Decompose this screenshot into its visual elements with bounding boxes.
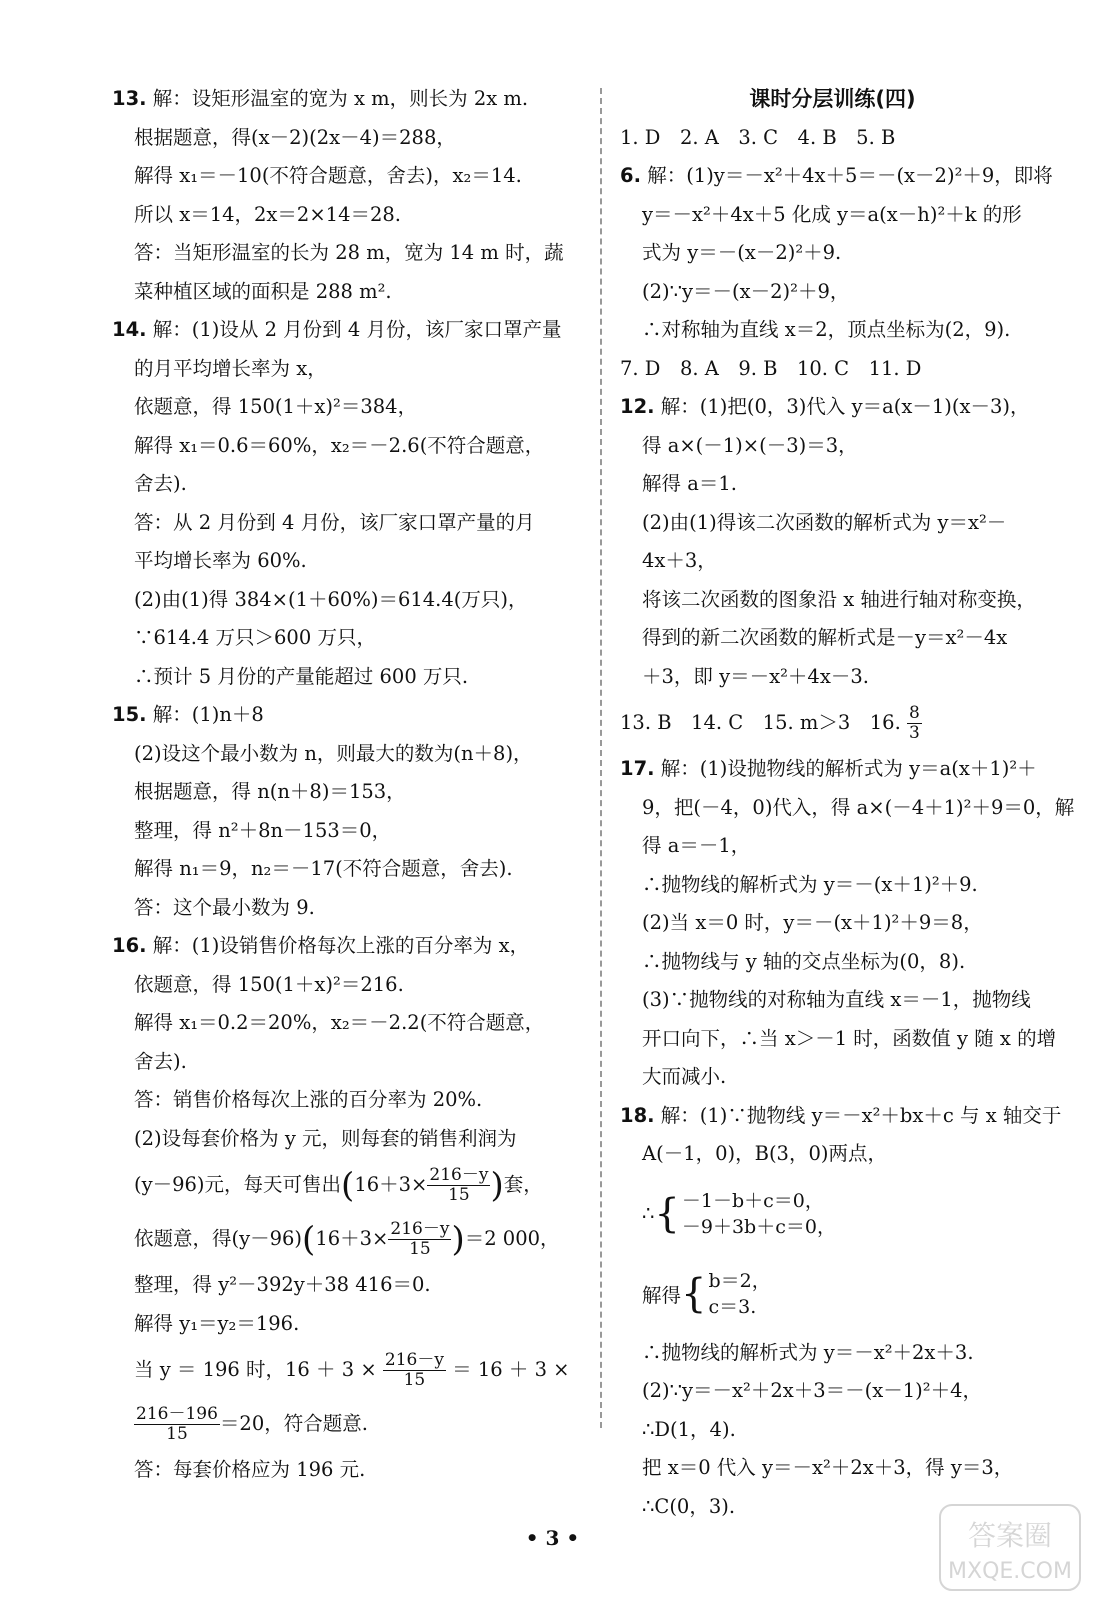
line-text: 菜种植区域的面积是 288 m².: [134, 279, 392, 303]
line-text: ∴抛物线的解析式为 y＝－(x＋1)²＋9.: [642, 872, 978, 896]
right-b-line-5: [620, 943, 1045, 982]
line-text: 解：(1)设从 2 月份到 4 月份，该厂家口罩产量: [152, 318, 562, 341]
equation-system-2: 解得 { b＝2， c＝3.: [642, 1269, 771, 1318]
left-line-6: [112, 311, 590, 350]
left-line-8: [112, 388, 590, 427]
question-number: 13.: [112, 87, 147, 110]
line-text: 答：从 2 月份到 4 月份，该厂家口罩产量的月: [134, 510, 535, 534]
question-number: 12.: [620, 395, 655, 418]
right-b-line-7: [620, 1020, 1057, 1059]
question-number: 17.: [620, 757, 655, 780]
fraction: $\frac{8}{3}$: [909, 703, 920, 743]
right-a-line-1: [620, 157, 1053, 196]
line-text: (2)由(1)得该二次函数的解析式为 y＝x²－: [642, 510, 1007, 534]
left-line-28: (y－96)元，每天可售出(16＋3× $\frac{216-y}{15}$ )套，: [134, 1165, 543, 1206]
question-number: 16.: [112, 934, 147, 957]
page-number: • 3 •: [525, 1526, 580, 1550]
question-number: 6.: [620, 164, 641, 187]
line-text: 所以 x＝14，2x＝2×14＝28.: [134, 202, 401, 226]
left-line-2: [112, 157, 590, 196]
line-text: (2)∵y＝－x²＋2x＋3＝－(x－1)²＋4，: [642, 1379, 983, 1402]
right-b-line-3: [620, 866, 1045, 905]
line-text: 根据题意，得 n(n＋8)＝153，: [134, 780, 406, 803]
right-a-line-14: [620, 658, 1045, 697]
line-text: 依题意，得 150(1＋x)²＝384，: [134, 395, 418, 418]
line-text: ∴C(0，3).: [642, 1494, 736, 1518]
left-line-21: [112, 889, 590, 928]
right-a-line-12: [620, 581, 1045, 620]
left-line-22: [112, 927, 590, 966]
right-b-line-2: [620, 827, 1045, 866]
equation-system-1: ∴ { －1－b＋c＝0， －9＋3b＋c＝0，: [642, 1189, 836, 1238]
line-text: 舍去).: [134, 472, 187, 495]
left-line-20: [112, 850, 590, 889]
line-text: 式为 y＝－(x－2)²＋9.: [642, 241, 842, 264]
left-line-33: $\frac{216-196}{15}$ ＝20，符合题意.: [136, 1404, 368, 1444]
right-a-line-13: [620, 619, 1045, 658]
right-a-line-9: [620, 465, 1045, 504]
line-text: 解得 x₁＝0.6＝60%，x₂＝－2.6(不符合题意，: [134, 433, 545, 457]
line-text: (3)∵抛物线的对称轴为直线 x＝－1，抛物线: [642, 988, 1031, 1011]
right-a-line-11: [620, 542, 1045, 581]
left-line-34: 答：每套价格应为 196 元.: [134, 1458, 366, 1481]
right-c-line-0: [620, 1334, 1045, 1373]
right-a-line-3: [620, 234, 1045, 273]
right-c-line-3: [620, 1449, 1045, 1488]
line-text: 1. D 2. A 3. C 4. B 5. B: [620, 125, 896, 149]
line-text: (2)∵y＝－(x－2)²＋9，: [642, 279, 850, 303]
line-text: 答：当矩形温室的长为 28 m，宽为 14 m 时，蔬: [134, 241, 564, 264]
right-a-line-5: [620, 311, 1045, 350]
right-a-line-8: [620, 427, 1045, 466]
line-text: (2)设这个最小数为 n，则最大的数为(n＋8)，: [134, 741, 533, 765]
svg-text:MXQE.COM: MXQE.COM: [948, 1559, 1072, 1584]
line-text: ∴抛物线与 y 轴的交点坐标为(0，8).: [642, 949, 966, 973]
right-a-line-6: [620, 350, 1045, 389]
right-b-line-1: [620, 789, 1075, 828]
right-column: [620, 80, 1075, 1526]
left-line-4: [112, 234, 590, 273]
left-line-7: [112, 350, 590, 389]
left-line-0: [112, 80, 590, 119]
left-line-29: 依题意，得(y－96)(16＋3× $\frac{216-y}{15}$ )＝2 000，: [134, 1219, 560, 1260]
line-text: 解：(1)设抛物线的解析式为 y＝a(x＋1)²＋: [660, 757, 1037, 780]
left-line-25: [112, 1043, 590, 1082]
left-line-27: [112, 1120, 590, 1159]
line-text: ∵614.4 万只＞600 万只，: [134, 626, 376, 649]
line-text: 舍去).: [134, 1049, 187, 1073]
line-text: 平均增长率为 60%.: [134, 549, 307, 572]
line-text: 依题意，得 150(1＋x)²＝216.: [134, 972, 404, 996]
left-line-3: [112, 196, 590, 235]
line-text: ∴抛物线的解析式为 y＝－x²＋2x＋3.: [642, 1340, 974, 1364]
right-b-line-8: [620, 1058, 1045, 1097]
line-text: 的月平均增长率为 x，: [134, 356, 327, 380]
line-text: 开口向下，∴当 x＞－1 时，函数值 y 随 x 的增: [642, 1026, 1057, 1050]
right-a-line-2: [620, 196, 1045, 235]
line-text: 得 a×(－1)×(－3)＝3，: [642, 433, 858, 457]
right-b-line-4: [620, 904, 1045, 943]
line-text: A(－1，0)，B(3，0)两点，: [642, 1142, 887, 1165]
line-text: 解：(1)y＝－x²＋4x＋5＝－(x－2)²＋9，即将: [647, 164, 1053, 187]
left-line-26: [112, 1081, 590, 1120]
right-c-line-1: [620, 1372, 1045, 1411]
left-line-11: [112, 504, 590, 543]
column-divider: [600, 88, 602, 1428]
question-number: 14.: [112, 318, 147, 341]
answer-line-13-16: 13. B 14. C 15. m＞3 16. $\frac{8}{3}$: [620, 703, 920, 743]
line-text: 解得 a＝1.: [642, 472, 737, 495]
left-line-30: 整理，得 y²－392y＋38 416＝0.: [134, 1273, 431, 1296]
line-text: (2)设每套价格为 y 元，则每套的销售利润为: [134, 1126, 517, 1150]
right-a-line-0: [620, 119, 1045, 158]
left-column: [112, 80, 590, 1490]
question-number: 18.: [620, 1103, 655, 1127]
left-line-12: [112, 542, 590, 581]
line-text: 答：这个最小数为 9.: [134, 895, 315, 919]
line-text: 解得 n₁＝9，n₂＝－17(不符合题意，舍去).: [134, 857, 513, 880]
line-text: 解：(1)把(0，3)代入 y＝a(x－1)(x－3)，: [660, 395, 1030, 418]
right-b-line-9: [620, 1097, 1062, 1136]
svg-text:答案圈: 答案圈: [967, 1519, 1053, 1552]
line-text: 答：销售价格每次上涨的百分率为 20%.: [134, 1088, 483, 1111]
line-text: 得 a＝－1，: [642, 834, 751, 857]
question-number: 15.: [112, 703, 147, 726]
right-a-line-7: [620, 388, 1045, 427]
left-line-14: [112, 619, 590, 658]
line-text: 解：(1)n＋8: [152, 703, 264, 726]
section-title: 课时分层训练(四): [749, 87, 916, 111]
right-c-line-2: [620, 1411, 1045, 1450]
right-a-line-4: [620, 273, 1045, 312]
line-text: 得到的新二次函数的解析式是－y＝x²－4x: [642, 626, 1008, 649]
line-text: 4x＋3，: [642, 549, 717, 572]
fraction: $\frac{216-y}{15}$: [429, 1165, 489, 1205]
line-text: (2)当 x＝0 时，y＝－(x＋1)²＋9＝8，: [642, 911, 983, 934]
left-line-32: 当 y ＝ 196 时，16 ＋ 3 × $\frac{216-y}{15}$ ＝ 16 ＋ 3 ×: [134, 1350, 570, 1390]
right-b-line-10: [620, 1135, 1045, 1174]
line-text: 整理，得 n²＋8n－153＝0，: [134, 818, 392, 842]
left-line-5: [112, 273, 590, 312]
line-text: 大而减小.: [642, 1065, 727, 1088]
left-line-16: [112, 696, 590, 735]
left-line-10: [112, 465, 590, 504]
line-text: (2)由(1)得 384×(1＋60%)＝614.4(万只)，: [134, 587, 528, 611]
line-text: 解：(1)∵抛物线 y＝－x²＋bx＋c 与 x 轴交于: [660, 1103, 1062, 1127]
line-text: 解：(1)设销售价格每次上涨的百分率为 x，: [152, 934, 530, 957]
right-a-line-10: [620, 504, 1045, 543]
left-line-24: [112, 1004, 590, 1043]
left-line-17: [112, 735, 590, 774]
line-text: 9，把(－4，0)代入，得 a×(－4＋1)²＋9＝0，解: [642, 795, 1075, 819]
line-text: ∴预计 5 月份的产量能超过 600 万只.: [134, 664, 469, 688]
line-text: ∴对称轴为直线 x＝2，顶点坐标为(2，9).: [642, 318, 1011, 341]
line-text: 解：设矩形温室的宽为 x m，则长为 2x m.: [152, 87, 529, 110]
fraction: $\frac{216-196}{15}$: [136, 1404, 218, 1444]
left-line-13: [112, 581, 590, 620]
line-text: 将该二次函数的图象沿 x 轴进行轴对称变换，: [642, 587, 1036, 611]
watermark-logo: [935, 1500, 1085, 1595]
line-text: 根据题意，得(x－2)(2x－4)＝288，: [134, 125, 456, 149]
right-b-line-0: [620, 750, 1045, 789]
line-text: ＋3，即 y＝－x²＋4x－3.: [642, 664, 869, 688]
line-text: ∴D(1，4).: [642, 1417, 736, 1441]
fraction: $\frac{216-y}{15}$: [390, 1219, 450, 1259]
left-line-18: [112, 773, 590, 812]
left-line-19: [112, 812, 590, 851]
line-text: 解得 x₁＝0.2＝20%，x₂＝－2.2(不符合题意，: [134, 1011, 545, 1034]
right-b-line-6: [620, 981, 1045, 1020]
line-text: 解得 x₁＝－10(不符合题意，舍去)，x₂＝14.: [134, 164, 522, 187]
left-line-1: [112, 119, 590, 158]
fraction: $\frac{216-y}{15}$: [384, 1350, 444, 1390]
line-text: 7. D 8. A 9. B 10. C 11. D: [620, 356, 922, 380]
left-line-23: [112, 966, 590, 1005]
line-text: 把 x＝0 代入 y＝－x²＋2x＋3，得 y＝3，: [642, 1456, 1014, 1479]
left-line-15: [112, 658, 590, 697]
line-text: y＝－x²＋4x＋5 化成 y＝a(x－h)²＋k 的形: [642, 202, 1022, 226]
left-line-31: 解得 y₁＝y₂＝196.: [134, 1311, 300, 1335]
left-line-9: [112, 427, 590, 466]
